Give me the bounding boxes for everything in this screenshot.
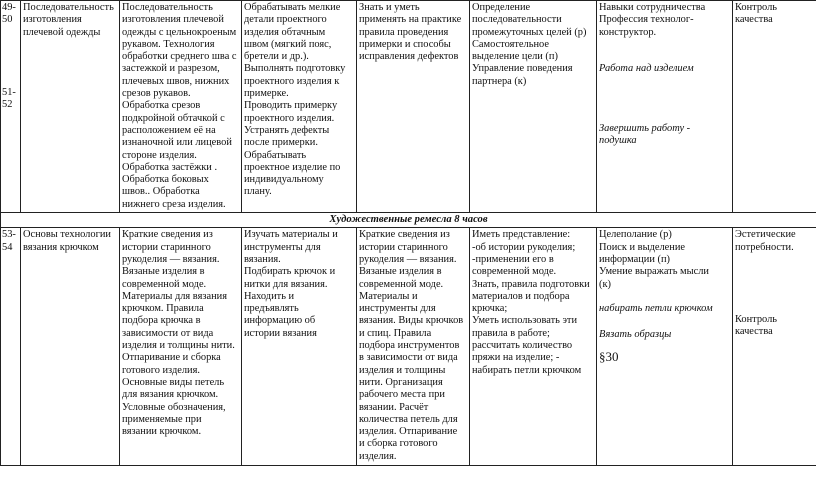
topic-cell	[21, 1, 120, 213]
control-cell	[733, 228, 816, 466]
cell-text-line: Знать, правила подготовки	[472, 278, 590, 290]
cell-text-line: изделия и толщины нити.	[122, 340, 235, 352]
control-cell	[733, 1, 816, 213]
cell-text-line: Знать и уметь	[359, 2, 420, 13]
lesson-number: 50	[2, 14, 13, 26]
cell-text-line: рукавом. Технология	[122, 38, 215, 50]
cell-text-line: зависимости от вида	[122, 327, 214, 339]
cell-text-line: пряжи на изделие; -	[472, 352, 560, 364]
content-cell	[120, 1, 242, 213]
cell-text-line: Поиск и выделение	[599, 241, 685, 253]
cell-text-line: Проводить примерку	[244, 100, 338, 112]
cell-text-line: Устранять дефекты	[244, 124, 330, 136]
cell-text-line: рассчитать количество	[472, 340, 573, 352]
cell-text-line: Основные виды петель	[122, 376, 225, 388]
cell-text-line: Контроль	[735, 313, 778, 325]
cell-text-line: применяемые при	[122, 413, 202, 425]
cell-text-line: качества	[735, 14, 773, 26]
subject-results-cell	[357, 228, 470, 466]
section-header-row	[1, 213, 816, 228]
cell-text-line: для вязания крючком.	[122, 389, 219, 401]
cell-text-line: Краткие сведения из	[122, 229, 213, 241]
cell-text-line: вязания. Виды крючков	[359, 315, 464, 327]
cell-text-line: готового изделия.	[122, 364, 200, 376]
cell-text-line: Краткие сведения из	[359, 229, 450, 241]
cell-text-line: швом (мягкий пояс,	[244, 38, 332, 50]
cell-text-line: вязания крючком	[23, 241, 99, 253]
cell-text-line: рукоделия — вязания.	[122, 253, 220, 265]
cell-text-line: Изучать материалы и	[244, 229, 338, 241]
lesson-number: 51-	[2, 86, 16, 98]
cell-text-line: материалов и подбора	[472, 290, 570, 302]
cell-text-line: Вязаные изделия в	[359, 266, 442, 278]
cell-text-line: истории вязания	[244, 327, 317, 339]
cell-text-line: -об истории рукоделия;	[472, 241, 576, 253]
cell-text-line: изделия. Отпаривание	[359, 426, 458, 438]
cell-text-line: (к)	[599, 278, 611, 290]
personal-results-cell	[597, 228, 733, 466]
lesson-number-cell	[1, 1, 21, 213]
homework-text: Работа над изделием	[599, 62, 694, 74]
cell-text-line: подбора крючка в	[122, 315, 201, 327]
cell-text-line: инструменты для	[359, 303, 436, 315]
cell-text-line: Материалы для вязания	[122, 290, 227, 302]
homework-text: Вязать образцы	[599, 329, 672, 341]
cell-text-line: -применении его в	[472, 253, 554, 265]
cell-text-line: проектного изделия.	[244, 112, 335, 124]
cell-text-line: Обрабатывать мелкие	[244, 2, 341, 13]
lesson-number: 54	[2, 241, 13, 253]
cell-text-line: промежуточных целей (р)	[472, 26, 587, 38]
homework-text: подушка	[599, 135, 637, 147]
cell-text-line: Вязаные изделия в	[122, 266, 205, 278]
cell-text-line: истории старинного	[122, 241, 211, 253]
cell-text-line: нижнего среза изделия.	[122, 198, 226, 210]
activity-cell	[242, 1, 357, 213]
cell-text-line: обработки среднего шва с	[122, 51, 237, 63]
cell-text-line: плану.	[244, 186, 272, 198]
cell-text-line: Подбирать крючок и	[244, 266, 336, 278]
activity-cell	[242, 228, 357, 466]
cell-text-line: правила проведения	[359, 26, 449, 38]
cell-text-line: изнаночной или лицевой	[122, 137, 232, 149]
homework-text: Завершить работу -	[599, 123, 691, 135]
cell-text-line: партнера (к)	[472, 75, 527, 87]
cell-text-line: Управление поведения	[472, 63, 573, 75]
cell-text-line: стороне изделия.	[122, 149, 197, 161]
cell-text-line: крючком. Правила	[122, 303, 204, 315]
lesson-number: 53-	[2, 229, 16, 241]
cell-text-line: крючка;	[472, 303, 508, 315]
cell-text-line: современной моде.	[359, 278, 444, 290]
cell-text-line: набирать петли крючком	[472, 364, 582, 376]
cell-text-line: информации (п)	[599, 253, 670, 265]
cell-text-line: современной моде.	[472, 266, 557, 278]
cell-text-line: застежкой и разрезом,	[122, 63, 220, 75]
cell-text-line: проектное изделие по	[244, 161, 341, 173]
cell-text-line: Контроль	[735, 2, 778, 13]
cell-text-line: предъявлять	[244, 303, 299, 315]
cell-text-line: после примерки.	[244, 137, 318, 149]
cell-text-line: потребности.	[735, 241, 794, 253]
cell-text-line: Последовательность	[23, 2, 114, 13]
cell-text-line: примерке.	[244, 88, 289, 100]
cell-text-line: Профессия технолог-	[599, 14, 694, 26]
cell-text-line: Обработка боковых	[122, 174, 209, 186]
cell-text-line: изделия и толщины	[359, 364, 446, 376]
cell-text-line: последовательности	[472, 14, 562, 26]
cell-text-line: подбора инструментов	[359, 340, 460, 352]
paragraph-ref: §30	[599, 349, 619, 365]
cell-text-line: Выполнять подготовку	[244, 63, 346, 75]
cell-text-line: и спиц. Правила	[359, 327, 432, 339]
cell-text-line: Материалы и	[359, 290, 418, 302]
cell-text-line: Последовательность	[122, 2, 213, 13]
cell-text-line: нитки для вязания.	[244, 278, 328, 290]
topic-cell	[21, 228, 120, 466]
cell-text-line: Обработка срезов	[122, 100, 201, 112]
cell-text-line: изготовления плечевой	[122, 14, 224, 26]
cell-text-line: Обработка застёжки .	[122, 161, 218, 173]
cell-text-line: Уметь использовать эти	[472, 315, 578, 327]
meta-results-cell	[470, 228, 597, 466]
cell-text-line: швов.. Обработка	[122, 186, 200, 198]
cell-text-line: рабочего места при	[359, 389, 445, 401]
cell-text-line: Навыки сотрудничества	[599, 2, 706, 13]
section-title: Художественные ремесла 8 часов	[1, 213, 816, 228]
cell-text-line: вязании. Расчёт	[359, 401, 429, 413]
cell-text-line: исправления дефектов	[359, 51, 459, 63]
cell-text-line: Обрабатывать	[244, 149, 307, 161]
cell-text-line: проектного изделия к	[244, 75, 340, 87]
cell-text-line: Основы технологии	[23, 229, 111, 241]
cell-text-line: расположением её на	[122, 124, 216, 136]
table-row	[1, 1, 816, 213]
subject-results-cell	[357, 1, 470, 213]
cell-text-line: применять на практике	[359, 14, 462, 26]
cell-text-line: изделия.	[359, 450, 397, 462]
cell-text-line: Самостоятельное	[472, 38, 549, 50]
cell-text-line: количества петель для	[359, 413, 458, 425]
cell-text-line: Условные обозначения,	[122, 401, 226, 413]
cell-text-line: индивидуальному	[244, 174, 324, 186]
personal-results-cell	[597, 1, 733, 213]
cell-text-line: конструктор.	[599, 26, 657, 38]
cell-text-line: одежды с цельнокроеным	[122, 26, 237, 38]
cell-text-line: подкройной обтачкой с	[122, 112, 225, 124]
cell-text-line: детали проектного	[244, 14, 327, 26]
cell-text-line: плечевых швов, нижних	[122, 75, 230, 87]
table-row	[1, 228, 816, 466]
cell-text-line: Целеполание (р)	[599, 229, 672, 241]
meta-results-cell	[470, 1, 597, 213]
cell-text-line: в зависимости от вида	[359, 352, 458, 364]
lesson-number: 49-	[2, 2, 16, 13]
cell-text-line: Умение выражать мысли	[599, 266, 709, 278]
cell-text-line: и сборка готового	[359, 438, 438, 450]
cell-text-line: плечевой одежды	[23, 26, 101, 38]
cell-text-line: бретели и др.).	[244, 51, 309, 63]
cell-text-line: изделия обтачным	[244, 26, 326, 38]
cell-text-line: нити. Организация	[359, 376, 443, 388]
cell-text-line: информацию об	[244, 315, 316, 327]
cell-text-line: Отпаривание и сборка	[122, 352, 221, 364]
cell-text-line: вязания.	[244, 253, 281, 265]
cell-text-line: качества	[735, 326, 773, 338]
cell-text-line: правила в работе;	[472, 327, 550, 339]
cell-text-line: современной моде.	[122, 278, 207, 290]
cell-text-line: примерки и способы	[359, 38, 451, 50]
cell-text-line: истории старинного	[359, 241, 448, 253]
cell-text-line: выделение цели (п)	[472, 51, 558, 63]
cell-text-line: срезов рукавов.	[122, 88, 191, 100]
content-cell	[120, 228, 242, 466]
cell-text-line: инструменты для	[244, 241, 321, 253]
cell-text-line: Эстетические	[735, 229, 796, 241]
cell-text-line: рукоделия — вязания.	[359, 253, 457, 265]
lesson-number: 52	[2, 98, 13, 110]
cell-text-line: Находить и	[244, 290, 295, 302]
cell-text-line: изготовления	[23, 14, 82, 26]
cell-text-line: Иметь представление:	[472, 229, 571, 241]
cell-text-line: Определение	[472, 2, 531, 13]
lesson-number-cell	[1, 228, 21, 466]
cell-text-line: вязании крючком.	[122, 426, 202, 438]
homework-text: набирать петли крючком	[599, 302, 713, 314]
